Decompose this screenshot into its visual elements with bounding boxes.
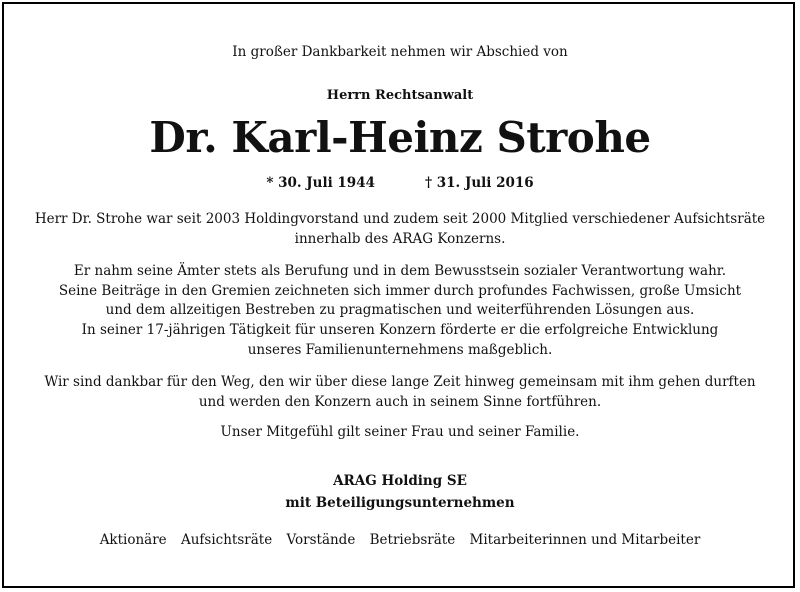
death-date: † 31. Juli 2016 — [425, 175, 534, 191]
paragraph-line: Herr Dr. Strohe war seit 2003 Holdingvorstand und zudem seit 2000 Mitglied verschiedener Aufsichtsräte — [34, 211, 766, 227]
paragraph-line: Wir sind dankbar für den Weg, den wir über diese lange Zeit hinweg gemeinsam mit ihm gehen durften — [44, 374, 756, 390]
signature-company: ARAG Holding SE — [333, 473, 467, 489]
group-item: Aufsichtsräte — [180, 532, 273, 548]
intro-text: In großer Dankbarkeit nehmen wir Abschied von — [232, 44, 568, 60]
signatory-groups — [0, 532, 800, 548]
paragraph-line: Seine Beiträge in den Gremien zeichneten sich immer durch profundes Fachwissen, große Umsicht — [58, 282, 742, 299]
paragraph-line: In seiner 17-jährigen Tätigkeit für unseren Konzern förderte er die erfolgreiche Entwicklung — [81, 322, 719, 339]
group-item: Betriebsräte — [369, 532, 456, 548]
group-item: Mitarbeiterinnen und Mitarbeiter — [469, 532, 701, 548]
paragraph-line: und werden den Konzern auch in seinem Sinne fortführen. — [198, 393, 602, 410]
signature-subtitle: mit Beteiligungsunternehmen — [285, 495, 515, 511]
honorific-title: Herrn Rechtsanwalt — [326, 88, 474, 103]
group-item: Aktionäre — [99, 532, 167, 548]
paragraph-line: unseres Familienunternehmens maßgeblich. — [247, 341, 553, 358]
birth-date: * 30. Juli 1944 — [266, 175, 375, 191]
paragraph-line: Er nahm seine Ämter stets als Berufung und in dem Bewusstsein sozialer Verantwortung wahr. — [73, 263, 727, 279]
life-dates — [0, 175, 800, 191]
paragraph-condolence: Unser Mitgefühl gilt seiner Frau und seiner Familie. — [220, 424, 580, 440]
paragraph-tribute — [0, 262, 800, 361]
deceased-name: Dr. Karl-Heinz Strohe — [149, 113, 651, 162]
group-item: Vorstände — [286, 532, 356, 548]
paragraph-gratitude — [0, 373, 800, 412]
paragraph-line: und dem allzeitigen Bestreben zu pragmatischen und weiterführenden Lösungen aus. — [105, 302, 695, 319]
paragraph-career — [0, 210, 800, 249]
paragraph-line: innerhalb des ARAG Konzerns. — [294, 230, 506, 247]
